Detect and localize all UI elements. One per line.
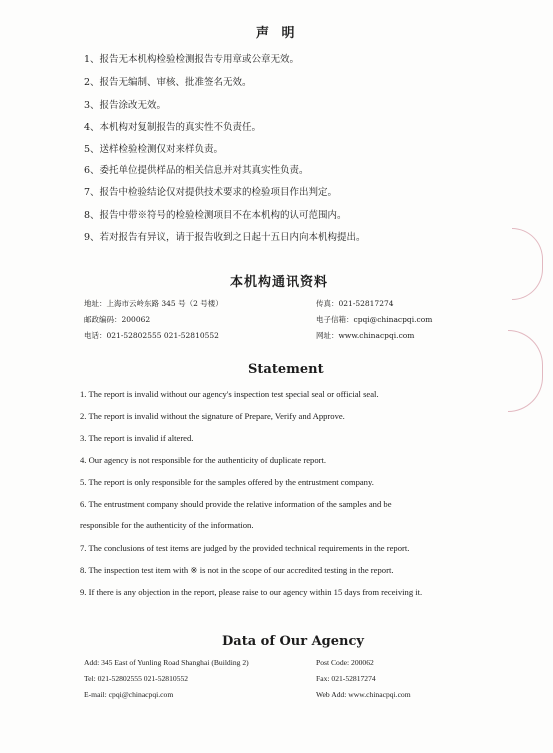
chinese-address: 地址：上海市云岭东路 345 号（2 号楼） (84, 299, 223, 308)
chinese-postcode: 邮政编码：200062 (84, 315, 151, 324)
english-address: Add: 345 East of Yunling Road Shanghai (Building 2) (84, 658, 249, 667)
english-tel: Tel: 021-52802555 021-52810552 (84, 674, 189, 683)
chinese-statement-item: 9、若对报告有异议，请于报告收到之日起十五日内向本机构提出。 (84, 232, 366, 243)
chinese-statement-item: 7、报告中检验结论仅对提供技术要求的检验项目作出判定。 (84, 187, 338, 198)
chinese-email: 电子信箱：cpqi@chinacpqi.com (316, 315, 433, 324)
chinese-fax: 传真：021-52817274 (316, 299, 394, 308)
chinese-contact-title: 本机构通讯资料 (230, 275, 329, 290)
english-fax: Fax: 021-52817274 (316, 674, 376, 683)
english-statement-title: Statement (248, 362, 324, 377)
chinese-statement-item: 3、报告涂改无效。 (84, 100, 167, 111)
chinese-phone: 电话：021-52802555 021-52810552 (84, 331, 219, 340)
seal-stamp-fragment (512, 228, 543, 300)
chinese-statement-item: 5、送样检验检测仅对来样负责。 (84, 144, 224, 155)
english-statement-item: 2. The report is invalid without the signature of Prepare, Verify and Approve. (80, 411, 345, 421)
english-statement-item: 3. The report is invalid if altered. (80, 433, 194, 443)
english-statement-item: 7. The conclusions of test items are judged by the provided technical requirements in the report. (80, 543, 410, 553)
chinese-statement-item: 6、委托单位提供样品的相关信息并对其真实性负责。 (84, 165, 309, 176)
english-statement-item: 6. The entrustment company should provide the relative information of the samples and be (80, 499, 392, 509)
english-statement-item: 8. The inspection test item with ※ is not in the scope of our accredited testing in the report. (80, 565, 394, 575)
chinese-statement-item: 2、报告无编制、审核、批准签名无效。 (84, 77, 252, 88)
english-postcode: Post Code: 200062 (316, 658, 374, 667)
english-statement-item: 1. The report is invalid without our agency's inspection test special seal or official seal. (80, 389, 379, 399)
chinese-website: 网址：www.chinacpqi.com (316, 331, 415, 340)
chinese-statement-item: 4、本机构对复制报告的真实性不负责任。 (84, 122, 262, 133)
chinese-statement-item: 8、报告中带※符号的检验检测项目不在本机构的认可范围内。 (84, 210, 347, 221)
english-email: E-mail: cpqi@chinacpqi.com (84, 690, 174, 699)
chinese-statement-item: 1、报告无本机构检验检测报告专用章或公章无效。 (84, 54, 300, 65)
seal-stamp-fragment (508, 330, 543, 412)
english-statement-item: 4. Our agency is not responsible for the authenticity of duplicate report. (80, 455, 327, 465)
chinese-statement-title: 声 明 (256, 26, 299, 41)
english-statement-item-continuation: responsible for the authenticity of the information. (80, 520, 254, 530)
english-contact-title: Data of Our Agency (222, 634, 364, 649)
english-website: Web Add: www.chinacpqi.com (316, 690, 411, 699)
english-statement-item: 5. The report is only responsible for the samples offered by the entrustment company. (80, 477, 374, 487)
english-statement-item: 9. If there is any objection in the report, please raise to our agency within 15 days from receiving it. (80, 587, 423, 597)
